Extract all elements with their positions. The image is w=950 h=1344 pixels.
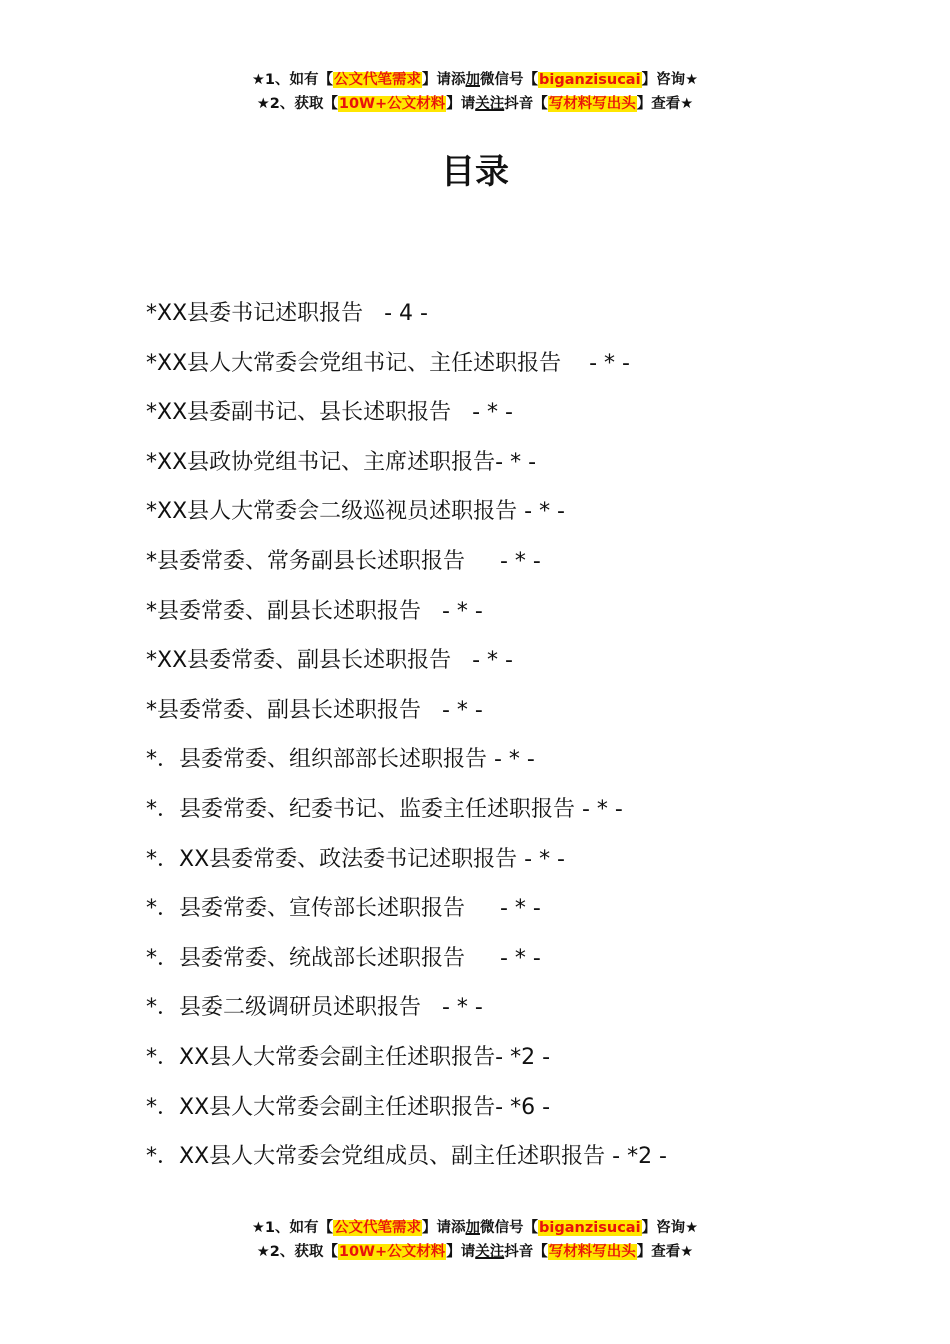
promo-text: 微信号【: [480, 72, 539, 88]
toc-entry[interactable]: *．XX县人大常委会党组成员、副主任述职报告 - *2 -: [146, 1144, 667, 1170]
promo-text: 】请: [446, 96, 476, 112]
promo-line-1: [0, 1216, 950, 1240]
promo-text: 】请添: [422, 72, 466, 88]
promo-banner-top: [0, 68, 950, 116]
promo-text: 】请: [446, 1244, 476, 1260]
promo-text: 】查看★: [636, 1244, 694, 1260]
toc-entry[interactable]: *．XX县人大常委会副主任述职报告- *2 -: [146, 1044, 551, 1070]
toc-entry[interactable]: *XX县人大常委会二级巡视员述职报告 - * -: [146, 499, 566, 525]
toc-entry[interactable]: *XX县委书记述职报告 - 4 -: [146, 301, 428, 326]
toc-entry[interactable]: *．县委常委、统战部长述职报告 - * -: [146, 945, 541, 971]
promo-underline: 关注: [475, 1244, 505, 1260]
toc-entry[interactable]: *县委常委、副县长述职报告 - * -: [146, 697, 483, 723]
toc-entry[interactable]: *XX县政协党组书记、主席述职报告- * -: [146, 449, 537, 475]
promo-text: 】查看★: [636, 96, 694, 112]
toc-entry[interactable]: *县委常委、常务副县长述职报告 - * -: [146, 548, 541, 574]
toc-entry[interactable]: *XX县委副书记、县长述职报告 - * -: [146, 400, 513, 426]
promo-text: 抖音【: [504, 1244, 548, 1260]
promo-douyin-id: 写材料写出头: [548, 1244, 636, 1260]
promo-highlight: 10W+公文材料: [338, 96, 446, 112]
promo-douyin-id: 写材料写出头: [548, 96, 636, 112]
toc-entry[interactable]: *XX县人大常委会党组书记、主任述职报告 - * -: [146, 350, 630, 376]
promo-banner-bottom: [0, 1216, 950, 1264]
page-title: 目录: [441, 152, 509, 192]
toc-entry[interactable]: *．XX县委常委、政法委书记述职报告 - * -: [146, 846, 566, 872]
toc-entry[interactable]: *XX县委常委、副县长述职报告 - * -: [146, 648, 513, 674]
toc-entry[interactable]: *县委常委、副县长述职报告 - * -: [146, 598, 483, 624]
toc-entry[interactable]: *．县委常委、宣传部长述职报告 - * -: [146, 896, 541, 922]
promo-line-2: [0, 1240, 950, 1264]
promo-text: 微信号【: [480, 1220, 539, 1236]
promo-wechat-id: biganzisucai: [539, 72, 641, 88]
promo-text: 】咨询★: [641, 72, 699, 88]
table-of-contents: [146, 289, 846, 1182]
promo-line-1: [0, 68, 950, 92]
promo-highlight: 10W+公文材料: [338, 1244, 446, 1260]
toc-entry[interactable]: *．县委常委、纪委书记、监委主任述职报告 - * -: [146, 796, 623, 822]
toc-entry[interactable]: *．县委常委、组织部部长述职报告 - * -: [146, 747, 535, 773]
toc-entry[interactable]: *．XX县人大常委会副主任述职报告- *6 -: [146, 1094, 551, 1120]
promo-text: ★2、获取【: [256, 1244, 338, 1260]
promo-text: 】咨询★: [641, 1220, 699, 1236]
promo-underline: 加: [465, 1220, 481, 1236]
promo-text: ★1、如有【: [251, 72, 334, 88]
promo-text: ★2、获取【: [256, 96, 338, 112]
promo-text: ★1、如有【: [251, 1220, 334, 1236]
promo-text: 】请添: [422, 1220, 466, 1236]
promo-highlight: 公文代笔需求: [334, 72, 422, 88]
promo-line-2: [0, 92, 950, 116]
promo-highlight: 公文代笔需求: [334, 1220, 422, 1236]
toc-entry[interactable]: *．县委二级调研员述职报告 - * -: [146, 995, 483, 1021]
promo-wechat-id: biganzisucai: [539, 1220, 641, 1236]
promo-text: 抖音【: [504, 96, 548, 112]
promo-underline: 加: [465, 72, 481, 88]
promo-underline: 关注: [475, 96, 505, 112]
